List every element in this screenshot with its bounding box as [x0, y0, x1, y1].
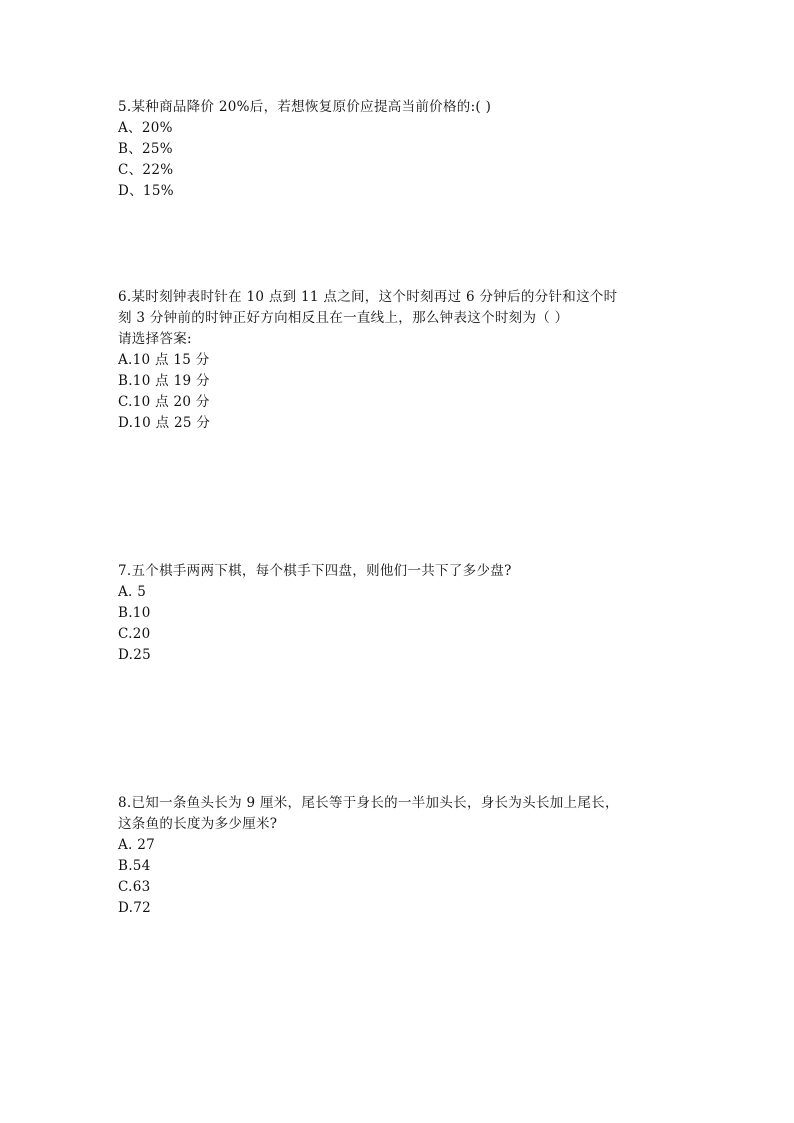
question-7 [118, 561, 698, 666]
question-text-continued: 这条鱼的长度为多少厘米? [118, 816, 278, 832]
answer-prompt: 请选择答案: [118, 331, 192, 347]
option-c: C.10 点 20 分 [118, 394, 210, 410]
question-text: 6.某时刻钟表时针在 10 点到 11 点之间，这个时刻再过 6 分钟后的分针和这个时 [118, 289, 618, 305]
option-d: D.10 点 25 分 [118, 415, 211, 431]
option-a: A.10 点 15 分 [118, 352, 210, 368]
option-d: D.25 [118, 647, 152, 663]
question-text-continued: 刻 3 分钟前的时钟正好方向相反且在一直线上，那么钟表这个时刻为（ ） [118, 310, 569, 326]
option-b: B.54 [118, 858, 151, 874]
option-c: C.20 [118, 626, 151, 642]
option-b: B.10 点 19 分 [118, 373, 210, 389]
question-text: 8.已知一条鱼头长为 9 厘米，尾长等于身长的一半加头长，身长为头长加上尾长， [118, 795, 619, 811]
option-c: C、22% [118, 162, 174, 178]
option-d: D.72 [118, 900, 152, 916]
option-a: A. 5 [118, 584, 147, 600]
option-c: C.63 [118, 879, 151, 895]
option-a: A、20% [118, 120, 173, 136]
question-6 [118, 287, 698, 434]
question-5 [118, 97, 698, 202]
question-8 [118, 793, 698, 919]
option-b: B、25% [118, 141, 173, 157]
option-a: A. 27 [118, 837, 156, 853]
question-text: 5.某种商品降价 20%后，若想恢复原价应提高当前价格的:( ) [118, 99, 492, 115]
option-d: D、15% [118, 183, 174, 199]
question-text: 7.五个棋手两两下棋，每个棋手下四盘，则他们一共下了多少盘? [118, 563, 512, 579]
option-b: B.10 [118, 605, 151, 621]
